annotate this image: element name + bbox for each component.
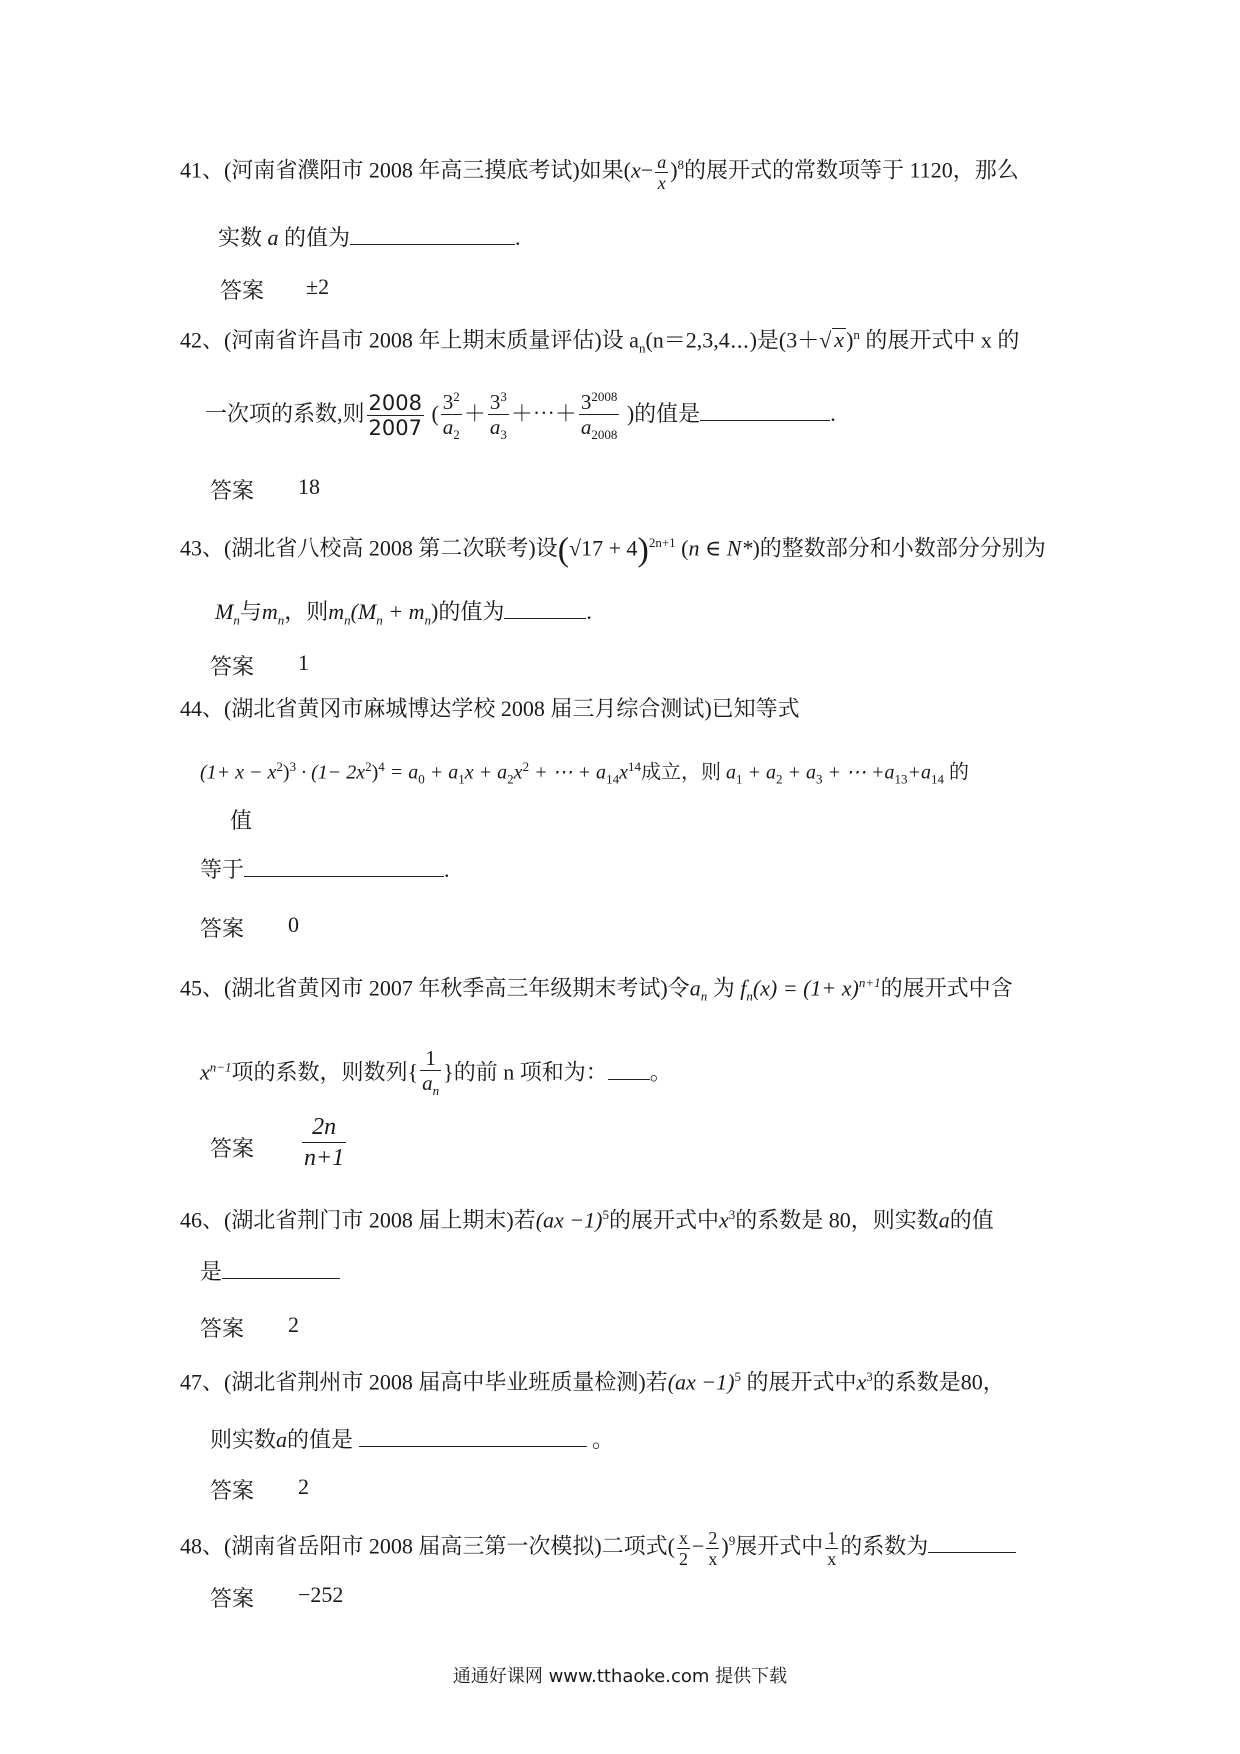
answer-value: 18	[298, 474, 320, 499]
answer-label: 答案	[210, 654, 255, 679]
problem-number: 44、	[180, 696, 225, 721]
problem-source: (河南省许昌市 2008 年上期末质量评估)	[224, 327, 602, 353]
problem-44-line4: 等于 .	[200, 854, 450, 885]
problem-number: 47、	[180, 1369, 225, 1395]
fraction: $\frac{1}{a_n}$	[422, 1046, 440, 1099]
answer-blank	[608, 1057, 650, 1080]
answer-value: ±2	[306, 274, 330, 299]
answer-blank	[222, 1256, 340, 1279]
problem-number: 43、	[180, 535, 225, 561]
problem-42-line2: 一次项的系数,则 $\frac{2008}{2007}$ ( $\frac{3^2}{a_2}$ ＋ $\frac{3^3}{a_3}$ ＋⋯＋ $\frac{3^{2008}}{a_{2008}}$ )的值是 .	[205, 384, 836, 447]
answer-blank	[359, 1424, 587, 1447]
answer-label: 答案	[220, 278, 265, 303]
fraction: $\frac{x}{2}$	[679, 1527, 688, 1569]
answer-label: 答案	[210, 478, 255, 503]
problem-number: 46、	[180, 1207, 225, 1233]
problem-source: (湖北省黄冈市麻城博达学校 2008 届三月综合测试)	[224, 696, 712, 721]
answer-value: 0	[288, 912, 299, 937]
problem-source: (湖北省荆门市 2008 届上期末)	[224, 1207, 514, 1233]
term-frac: $\frac{3^2}{a_2}$	[441, 385, 462, 447]
answer-value: 1	[298, 650, 309, 675]
page-footer: 通通好课网 www.tthaoke.com 提供下载	[452, 1666, 788, 1687]
term-frac: $\frac{3^3}{a_3}$	[488, 385, 509, 447]
answer-label: 答案	[210, 1478, 255, 1503]
problem-44-line3: 值	[230, 808, 253, 833]
problem-number: 48、	[180, 1533, 225, 1559]
answer-blank	[928, 1530, 1016, 1553]
fraction: $\frac{a}{x}$	[657, 151, 667, 193]
problem-source: (河南省濮阳市 2008 年高三摸底考试)	[224, 157, 580, 183]
problem-number: 41、	[180, 157, 225, 183]
answer-value: −252	[298, 1582, 344, 1607]
problem-45-line1: 45、(湖北省黄冈市 2007 年秋季高三年级期末考试)令$a_n$ 为 $f_n(x) = (1+ x)^{n+1}$的展开式中含	[180, 975, 1013, 1004]
fraction: $\frac{2}{x}$	[708, 1527, 718, 1569]
problem-46-line2: 是	[200, 1256, 340, 1287]
problem-source: (湖北省荆州市 2008 届高中毕业班质量检测)	[224, 1369, 646, 1395]
fraction: $\frac{1}{x}$	[827, 1527, 837, 1569]
answer-blank	[244, 854, 444, 877]
answer-value: 2	[288, 1312, 299, 1337]
answer-label: 答案	[200, 916, 245, 941]
problem-number: 45、	[180, 975, 225, 1001]
problem-41-line2: 实数 a 的值为 .	[218, 222, 521, 253]
problem-45-line2: $x^{n-1}$项的系数，则数列{ $\frac{1}{a_n}$ }的前 n 项和为： 。	[200, 1046, 672, 1103]
problem-44-line2: $(1+ x - x^2)^3 \cdot (1- 2x^2)^4 = a_0 + a_1x + a_2x^2$ + ⋯ + $a_{14}x^{14}$成立，则 $a_1 + a_2 + a_3$ + ⋯ $+a_{13}+a_{14}$ 的	[200, 759, 969, 787]
problem-42-line1: 42、(河南省许昌市 2008 年上期末质量评估)设 $a_n(n=2,3,4\cdots)$是(3＋√ x)$^n$ 的展开式中 x 的	[180, 327, 1020, 356]
problem-46-line1: 46、(湖北省荆门市 2008 届上期末)若(ax −1)$^5$的展开式中$x^3$的系数是 80，则实数a的值	[180, 1207, 994, 1233]
problem-43-line1: 43、(湖北省八校高 2008 第二次联考)设$(√17 + 4)^{2n+1}$ (n ∈ N*)的整数部分和小数部分分别为	[180, 531, 1046, 569]
answer-label: 答案	[200, 1316, 245, 1341]
answer-value: 2	[298, 1474, 309, 1499]
answer-blank	[700, 398, 830, 421]
problem-41-line1: 41、(河南省濮阳市 2008 年高三摸底考试)如果(x− $\frac{a}{x}$ )$^8$的展开式的常数项等于 1120，那么	[180, 151, 1019, 193]
answer-fraction: $\frac{2n}{n+1}$	[304, 1114, 345, 1171]
problem-source: (湖北省黄冈市 2007 年秋季高三年级期末考试)	[224, 975, 668, 1001]
answer-label: 答案	[210, 1136, 255, 1161]
term-frac: $\frac{3^{2008}}{a_{2008}}$	[579, 385, 620, 447]
problem-44-line1: 44、(湖北省黄冈市麻城博达学校 2008 届三月综合测试)已知等式	[180, 696, 800, 721]
problem-source: (湖北省八校高 2008 第二次联考)	[224, 535, 536, 561]
answer-label: 答案	[210, 1586, 255, 1611]
problem-47-line1: 47、(湖北省荆州市 2008 届高中毕业班质量检测)若(ax −1)$^5$ 的展开式中$x^3$的系数是80，	[180, 1369, 1005, 1395]
problem-43-line2: $M_n$与$m_n$，则$m_n(M_n + m_n)$的值为 .	[215, 596, 592, 635]
answer-blank	[350, 222, 515, 245]
answer-blank	[504, 596, 586, 619]
problem-source: (湖南省岳阳市 2008 届高三第一次模拟)	[224, 1533, 602, 1559]
fraction-2008-2007: $\frac{2008}{2007}$	[368, 391, 422, 441]
problem-47-line2: 则实数a的值是 。	[210, 1424, 614, 1455]
problem-number: 42、	[180, 327, 225, 353]
problem-48-line1: 48、(湖南省岳阳市 2008 届高三第一次模拟)二项式( $\frac{x}{2}$ − $\frac{2}{x}$ )$^9$展开式中 $\frac{1}{x}$ 的系数为	[180, 1526, 1016, 1569]
